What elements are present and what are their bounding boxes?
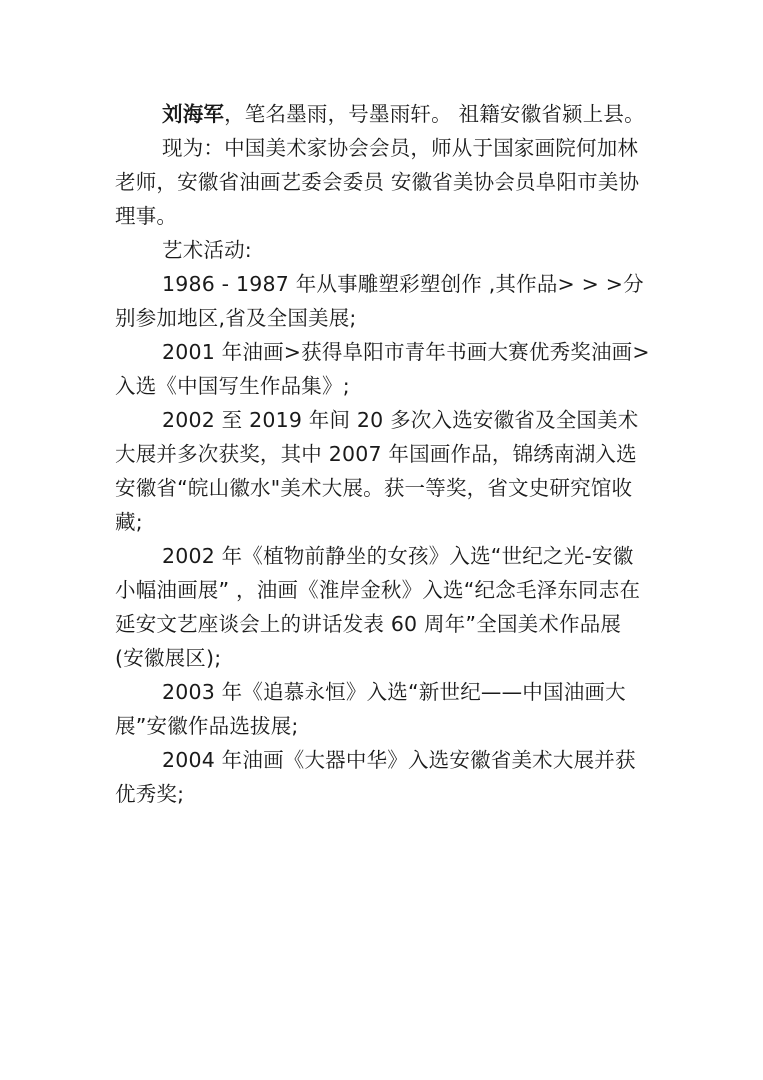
intro-text: ，笔名墨雨，号墨雨轩。 祖籍安徽省颍上县。 <box>224 102 645 126</box>
artist-name: 刘海军 <box>162 102 225 126</box>
paragraph-2003: 2003 年《追慕永恒》入选“新世纪——中国油画大展”安徽作品选拔展; <box>115 680 626 738</box>
intro-paragraph <box>115 97 650 131</box>
paragraph-2002: 2002 年《植物前静坐的女孩》入选“世纪之光-安徽小幅油画展” ，油画《淮岸金秋》入选“纪念毛泽东同志在延安文艺座谈会上的讲话发表 60 周年”全国美术作品展(安徽展区); <box>115 544 641 670</box>
paragraph-2004: 2004 年油画《大器中华》入选安徽省美术大展并获优秀奖; <box>115 748 636 806</box>
paragraph-activities-heading: 艺术活动: <box>162 238 252 262</box>
paragraph-position: 现为：中国美术家协会会员，师从于国家画院何加林老师，安徽省油画艺委会委员 安徽省美协会员阜阳市美协理事。 <box>115 136 640 228</box>
document-body <box>115 97 650 811</box>
paragraph-2001: 2001 年油画>获得阜阳市青年书画大赛优秀奖油画>入选《中国写生作品集》; <box>115 340 650 398</box>
paragraph-1986: 1986 - 1987 年从事雕塑彩塑创作 ,其作品> > >分别参加地区,省及全国美展; <box>115 272 644 330</box>
paragraph-2002-2019: 2002 至 2019 年间 20 多次入选安徽省及全国美术大展并多次获奖，其中 2007 年国画作品，锦绣南湖入选安徽省“皖山徽水"美术大展。获一等奖，省文史研究馆收藏; <box>115 408 639 534</box>
